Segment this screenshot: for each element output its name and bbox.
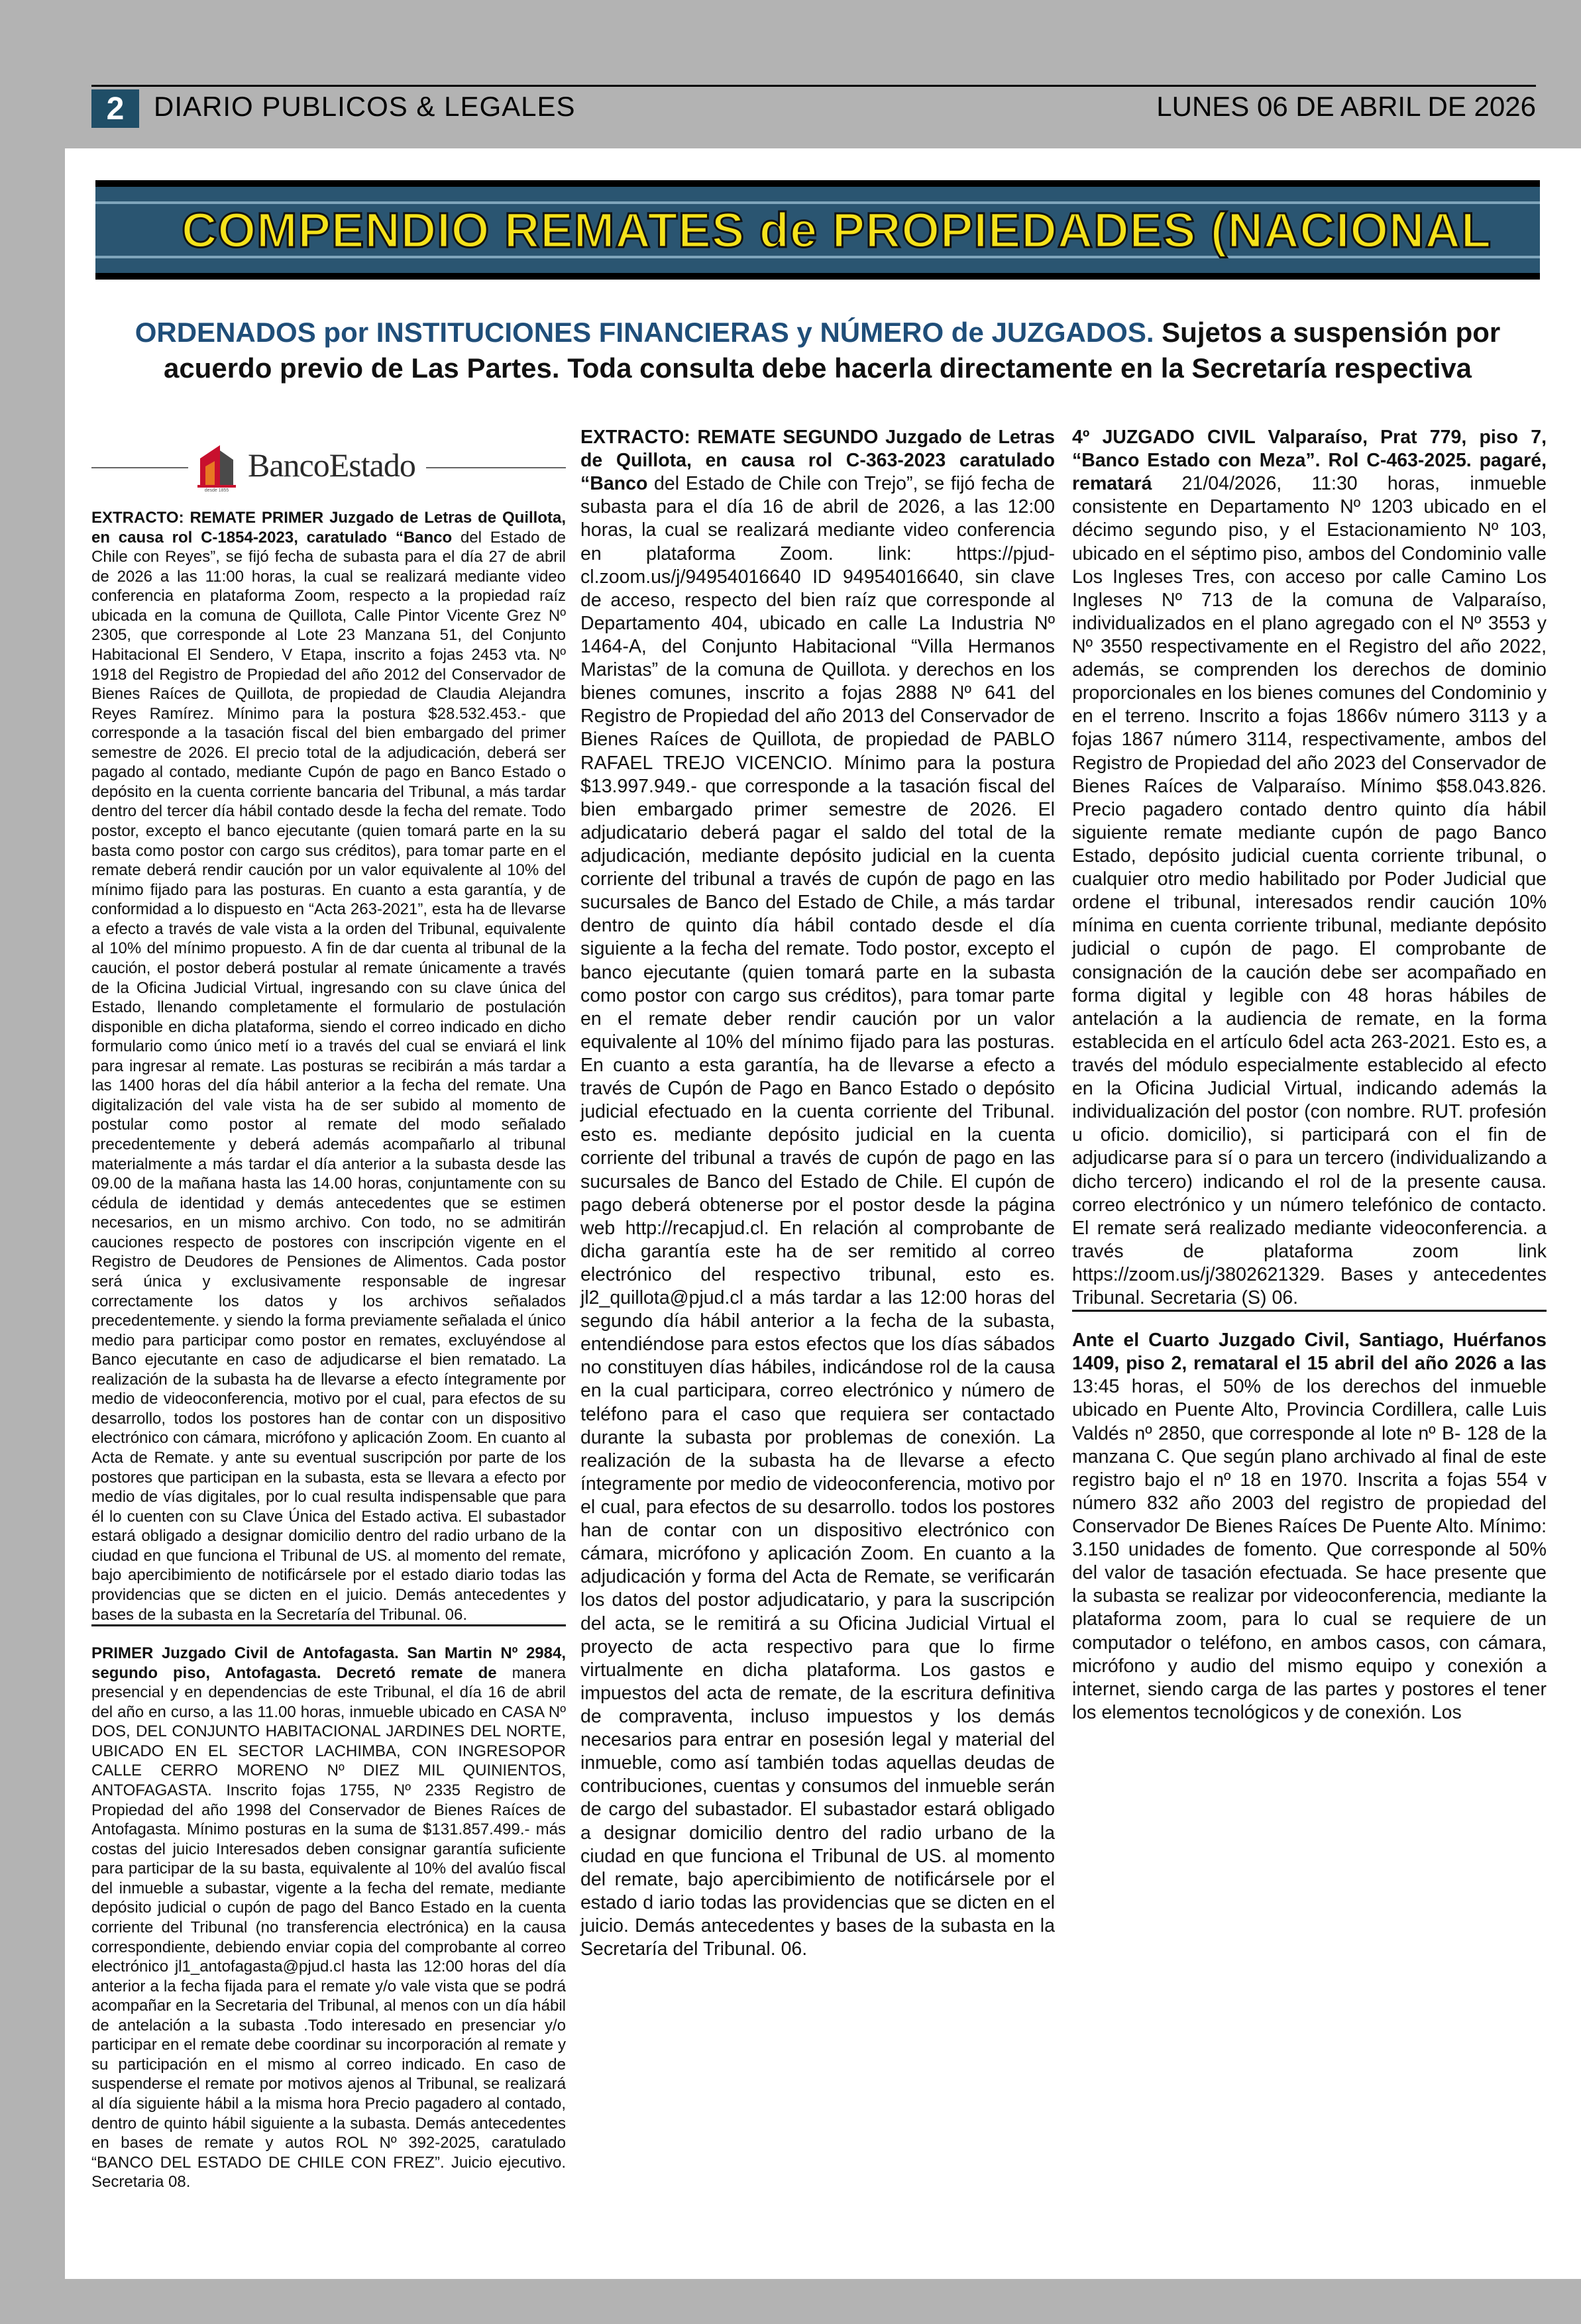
bancoestado-logo-area <box>91 424 566 492</box>
page-number: 2 <box>91 89 139 128</box>
notice-antofagasta: PRIMER Juzgado Civil de Antofagasta. San Martin Nº 2984, segundo piso, Antofagasta. Decretó remate de manera presencial y en dependencias de este Tribunal, el día 16 de abril del año en curso, a las 11.00 horas, inmueble ubicado en CASA Nº DOS, DEL CONJUNTO HABITACIONAL JARDINES DEL NORTE, UBICADO EN EL SECTOR LACHIMBA, CON INGRESOPOR CALLE CERRO MORENO Nº DIEZ MIL QUINIENTOS, ANTOFAGASTA. Inscrito fojas 1755, Nº 2335 Registro de Propiedad del año 1998 del Conservador de Bienes Raíces de Antofagasta. Mínimo posturas en la suma de $131.857.499.- más costas del juicio Interesados deben consignar garantía suficiente para participar de la su basta, equivalente al 10% del avalúo fiscal del inmueble a subastar, vigente a la fecha del remate, mediante depósito judicial o cupón de pago del Banco Estado en la cuenta corriente del Tribunal (no transferencia electrónica) en la causa correspondiente, debiendo enviar copia del comprobante al correo electrónico jl1_antofagasta@pjud.cl hasta las 12:00 horas del día anterior a la fecha fijada para el remate y/o vale vista que se podrá acompañar en la Secretaria del Tribunal, al menos con un día hábil de antelación a la subasta .Todo interesado en presenciar y/o participar en el remate debe coordinar su incorporación al remate y su participación en el mismo al correo indicado. En caso de suspenderse el remate por motivos ajenos al Tribunal, se realizará al día siguiente hábil a la misma hora Precio pagadero al contado, dentro de quinto hábil siguiente a la subasta. Demás antecedentes en bases de remate y autos ROL Nº 392-2025, caratulado “BANCO DEL ESTADO DE CHILE CON FREZ”. Juicio ejecutivo. Secretaria 08. <box>91 1644 566 2192</box>
page-header <box>91 85 1536 125</box>
bancoestado-logo <box>188 437 426 493</box>
column-1 <box>91 424 566 2192</box>
banner-frame <box>95 201 1540 258</box>
notice-divider <box>1072 1310 1547 1312</box>
subtitle-emphasis: ORDENADOS por INSTITUCIONES FINANCIERAS y NÚMERO de JUZGADOS. <box>135 317 1154 348</box>
banner-title: COMPENDIO REMATES de PROPIEDADES (NACIONAL <box>182 202 1492 258</box>
column-2 <box>580 426 1055 1961</box>
notice-quillota-1: EXTRACTO: REMATE PRIMER Juzgado de Letras de Quillota, en causa rol C-1854-2023, caratulado “Banco del Estado de Chile con Reyes”, se fijó fecha de subasta para el día 27 de abril de 2026 a las 11:00 horas, la cual se realizará mediante video conferencia en plataforma Zoom, respecto a la propiedad raíz ubicada en la comuna de Quillota, Calle Pintor Vicente Grez Nº 2305, que corresponde al Lote 23 Manzana 51, del Conjunto Habitacional El Sendero, V Etapa, inscrito a fojas 2453 vta. Nº 1918 del Registro de Propiedad del año 2012 del Conservador de Bienes Raíces de Quillota, de propiedad de Claudia Alejandra Reyes Ramírez. Mínimo para la postura $28.532.453.- que corresponde a la tasación fiscal del bien embargado del primer semestre de 2026. El precio total de la adjudicación, deberá ser pagado al contado, mediante Cupón de pago en Banco Estado o depósito en la cuenta corriente bancaria del Tribunal, a más tardar dentro del tercer día hábil contado desde la fecha del remate. Todo postor, excepto el banco ejecutante (quien tomará parte en la su basta como postor con cargo sus créditos), para tomar parte en el remate deberá rendir caución por un valor equivalente al 10% del mínimo fijado para las posturas. En cuanto a esta garantía, y de conformidad a lo dispuesto en “Acta 263-2021”, esta ha de llevarse a efecto a través de vale vista a la orden del Tribunal, equivalente al 10% del mínimo propuesto. A fin de dar cuenta al tribunal de la caución, el postor deberá postular al remate únicamente a través de la Oficina Judicial Virtual, ingresando con su clave única del Estado, llenando completamente el formulario de postulación disponible en dicha plataforma, siendo el correo indicado en dicho formulario como único metí io a través del cual se enviará el link para ingresar al remate. Las posturas se recibirán a más tardar a las 1400 horas del día hábil anterior a la fecha del remate. Una digitalización del vale vista ha de ser subido al momento de postular como postor al remate del modo señalado precedentemente y deberá además acompañarlo al tribunal materialmente a más tardar el día anterior a la subasta desde las 09.00 de la mañana hasta las 14.00 horas, conjuntamente con su cédula de identidad y demás antecedentes que se estimen necesarios, en un mismo archivo. Con todo, no se admitirán cauciones respecto de postores con inscripción vigente en el Registro de Deudores de Pensiones de Alimentos. Cada postor será única y exclusivamente responsable de ingresar correctamente los datos y los archivos señalados precedentemente. y siendo la forma previamente señalada el único medio para participar como postor en remates, excluyéndose al Banco ejecutante en caso de adjudicarse el bien rematado. La realización de la subasta ha de llevarse a efecto íntegramente por medio de videoconferencia, motivo por el cual, para efectos de su desarrollo, todos los postores han de contar con un dispositivo electrónico con cámara, micrófono y aplicación Zoom. En cuanto al Acta de Remate. y ante su eventual suscripción por parte de los postores que participan en la subasta, esta se llevara a efecto por medio de vías digitales, por lo cual resulta indispensable que para él lo cuenten con su Clave Única del Estado activa. El subastador estará obligado a designar domicilio dentro del radio urbano de la ciudad en que funciona el Tribunal de US. al momento del remate, bajo apercibimiento de notificársele por el estado diario todas las providencias que se dicten en el juicio. Demás antecedentes y bases de la subasta en la Secretaría del Tribunal. 06. <box>91 509 566 1624</box>
notice-divider <box>91 1624 566 1626</box>
subtitle-rest: Sujetos a suspensión por acuerdo previo de Las Partes. Toda consulta debe hacerla directamente en la Secretaría respectiva <box>163 317 1501 384</box>
publication-name: DIARIO PUBLICOS & LEGALES <box>154 91 576 122</box>
section-banner <box>95 180 1540 280</box>
notice-santiago: Ante el Cuarto Juzgado Civil, Santiago, Huérfanos 1409, piso 2, remataral el 15 abril del año 2026 a las 13:45 horas, el 50% de los derechos del inmueble ubicado en Puente Alto, Provincia Cordillera, calle Luis Valdés nº 2850, que corresponde al lote nº B- 128 de la manzana C. Que según plano archivado al final de este registro bajo el nº 18 en 1970. Inscrita a fojas 554 v número 832 año 2003 del registro de propiedad del Conservador De Bienes Raíces De Puente Alto. Mínimo: 3.150 unidades de fomento. Que corresponde al 50% del valor de tasación efectuada. Se hace presente que la subasta se realizar por videoconferencia, mediante la plataforma zoom, para lo cual se requiere de un computador o teléfono, en ambos casos, con cámara, micrófono y audio del mismo equipo y conexión a internet, siendo carga de las partes y postores el tener los elementos tecnológicos y de conexión. Los <box>1072 1330 1547 1723</box>
bancoestado-emblem-icon <box>193 439 240 492</box>
notice-valparaiso: 4º JUZGADO CIVIL Valparaíso, Prat 779, piso 7, “Banco Estado con Meza”. Rol C-463-2025. pagaré, rematará 21/04/2026, 11:30 horas, inmueble consistente en Departamento Nº 1203 ubicado en el décimo segundo piso, y el Estacionamiento Nº 103, ubicado en el séptimo piso, ambos del Condominio valle Los Ingleses Tres, con acceso por calle Camino Los Ingleses Nº 713 de la comuna de Valparaíso, individualizados en el plano agregado con el Nº 3553 y Nº 3550 respectivamente en el Registro del año 2022, además, se comprenden los derechos de dominio proporcionales en los bienes comunes del Condominio y en el terreno. Inscrito a fojas 1866v número 3113 y a fojas 1867 número 3114, respectivamente, ambos del Registro de Propiedad del año 2023 del Conservador de Bienes Raíces de Valparaíso. Mínimo $58.043.826. Precio pagadero contado dentro quinto día hábil siguiente remate mediante cupón de pago Banco Estado, depósito judicial cuenta corriente tribunal, o cualquier otro medio habilitado por Poder Judicial que ordene el tribunal, interesados rendir caución 10% mínima en cuenta corriente tribunal, mediante depósito judicial o cupón de pago. El comprobante de consignación de la caución debe ser acompañado en forma digital y legible con 48 horas hábiles de antelación a la audiencia de remate, en la forma establecida en el artículo 6del acta 263-2021. Esto es, a través del módulo especialmente establecido al efecto en la Oficina Judicial Virtual, indicando además la individualización del postor (con nombre. RUT. profesión u oficio. domicilio), si participará con el fin de adjudicarse para sí o para un tercero (individualizando a dicho tercero) indicando el rol de la presente causa. correo electrónico y un número telefónico de contacto. El remate será realizado mediante videoconferencia. a través de plataforma zoom link https://zoom.us/j/3802621329. Bases y antecedentes Tribunal. Secretaria (S) 06. <box>1072 427 1547 1309</box>
logo-tagline: desde 1855 <box>204 488 229 492</box>
column-3 <box>1072 426 1547 1724</box>
notice-quillota-2: EXTRACTO: REMATE SEGUNDO Juzgado de Letras de Quillota, en causa rol C-363-2023 caratulado “Banco del Estado de Chile con Trejo”, se fijó fecha de subasta para el día 16 de abril de 2026, a las 12:00 horas, la cual se realizará mediante video conferencia en plataforma Zoom. link: https://pjud-cl.zoom.us/j/94954016640 ID 94954016640, sin clave de acceso, respecto del bien raíz que corresponde al Departamento 404, ubicado en calle La Industria Nº 1464-A, del Conjunto Habitacional “Villa Hermanos Maristas” de la comuna de Quillota. y derechos en los bienes comunes, inscrito a fojas 2888 Nº 641 del Registro de Propiedad del año 2013 del Conservador de Bienes Raíces de Quillota, de propiedad de PABLO RAFAEL TREJO VICENCIO. Mínimo para la postura $13.997.949.- que corresponde a la tasación fiscal del bien embargado primer semestre de 2026. El adjudicatario deberá pagar el saldo del total de la adjudicación, mediante depósito judicial en la cuenta corriente del tribunal a través de cupón de pago en las sucursales de Banco del Estado de Chile, a más tardar dentro de quinto día hábil contado desde el día siguiente a la fecha del remate. Todo postor, excepto el banco ejecutante (quien tomará parte en la subasta como postor con cargo sus créditos), para tomar parte en el remate deber rendir caución por un valor equivalente al 10% del mínimo fijado para las posturas. En cuanto a esta garantía, ha de llevarse a efecto a través de Cupón de Pago en Banco Estado o depósito judicial efectuado en la cuenta corriente del Tribunal. esto es. mediante depósito judicial en la cuenta corriente del tribunal a través de cupón de pago en las sucursales de Banco del Estado de Chile. El cupón de pago deberá obtenerse por el postor desde la página web http://recapjud.cl. En relación al comprobante de dicha garantía este ha de ser remitido al correo electrónico del respectivo tribunal, esto es. jl2_quillota@pjud.cl a más tardar a las 12:00 horas del segundo día hábil anterior a la fecha de la subasta, entendiéndose para estos efectos que los días sábados no constituyen días hábiles, indicándose rol de la causa en la cual participara, correo electrónico y número de teléfono para el caso que requiera ser contactado durante la subasta por problemas de conexión. La realización de la subasta ha de llevarse a efecto íntegramente por medio de videoconferencia, motivo por el cual, para efectos de su desarrollo. todos los postores han de contar con un dispositivo electrónico con cámara, micrófono y aplicación Zoom. En cuanto a la adjudicación y forma del Acta de Remate, se verificarán los datos del postor adjudicatario, y para la suscripción del acta, se le remitirá a su Oficina Judicial Virtual el proyecto de acta respectivo para que lo firme virtualmente en dicha plataforma. Los gastos e impuestos del acta de remate, de la escritura definitiva de compraventa, incluso impuestos y los demás necesarios para entrar en posesión legal y material del inmueble, como así también todas aquellas deudas de contribuciones, cuentas y consumos del inmueble serán de cargo del subastador. El subastador estará obligado a designar domicilio dentro del radio urbano de la ciudad en que funciona el Tribunal de US. al momento del remate, bajo apercibimiento de notificársele por el estado d iario todas las providencias que se dicten en el juicio. Demás antecedentes y bases de la subasta en la Secretaría del Tribunal. 06. <box>580 427 1055 1960</box>
bancoestado-wordmark: BancoEstado <box>248 447 415 484</box>
publication-date: LUNES 06 DE ABRIL DE 2026 <box>1156 91 1536 122</box>
section-subtitle <box>95 315 1540 386</box>
